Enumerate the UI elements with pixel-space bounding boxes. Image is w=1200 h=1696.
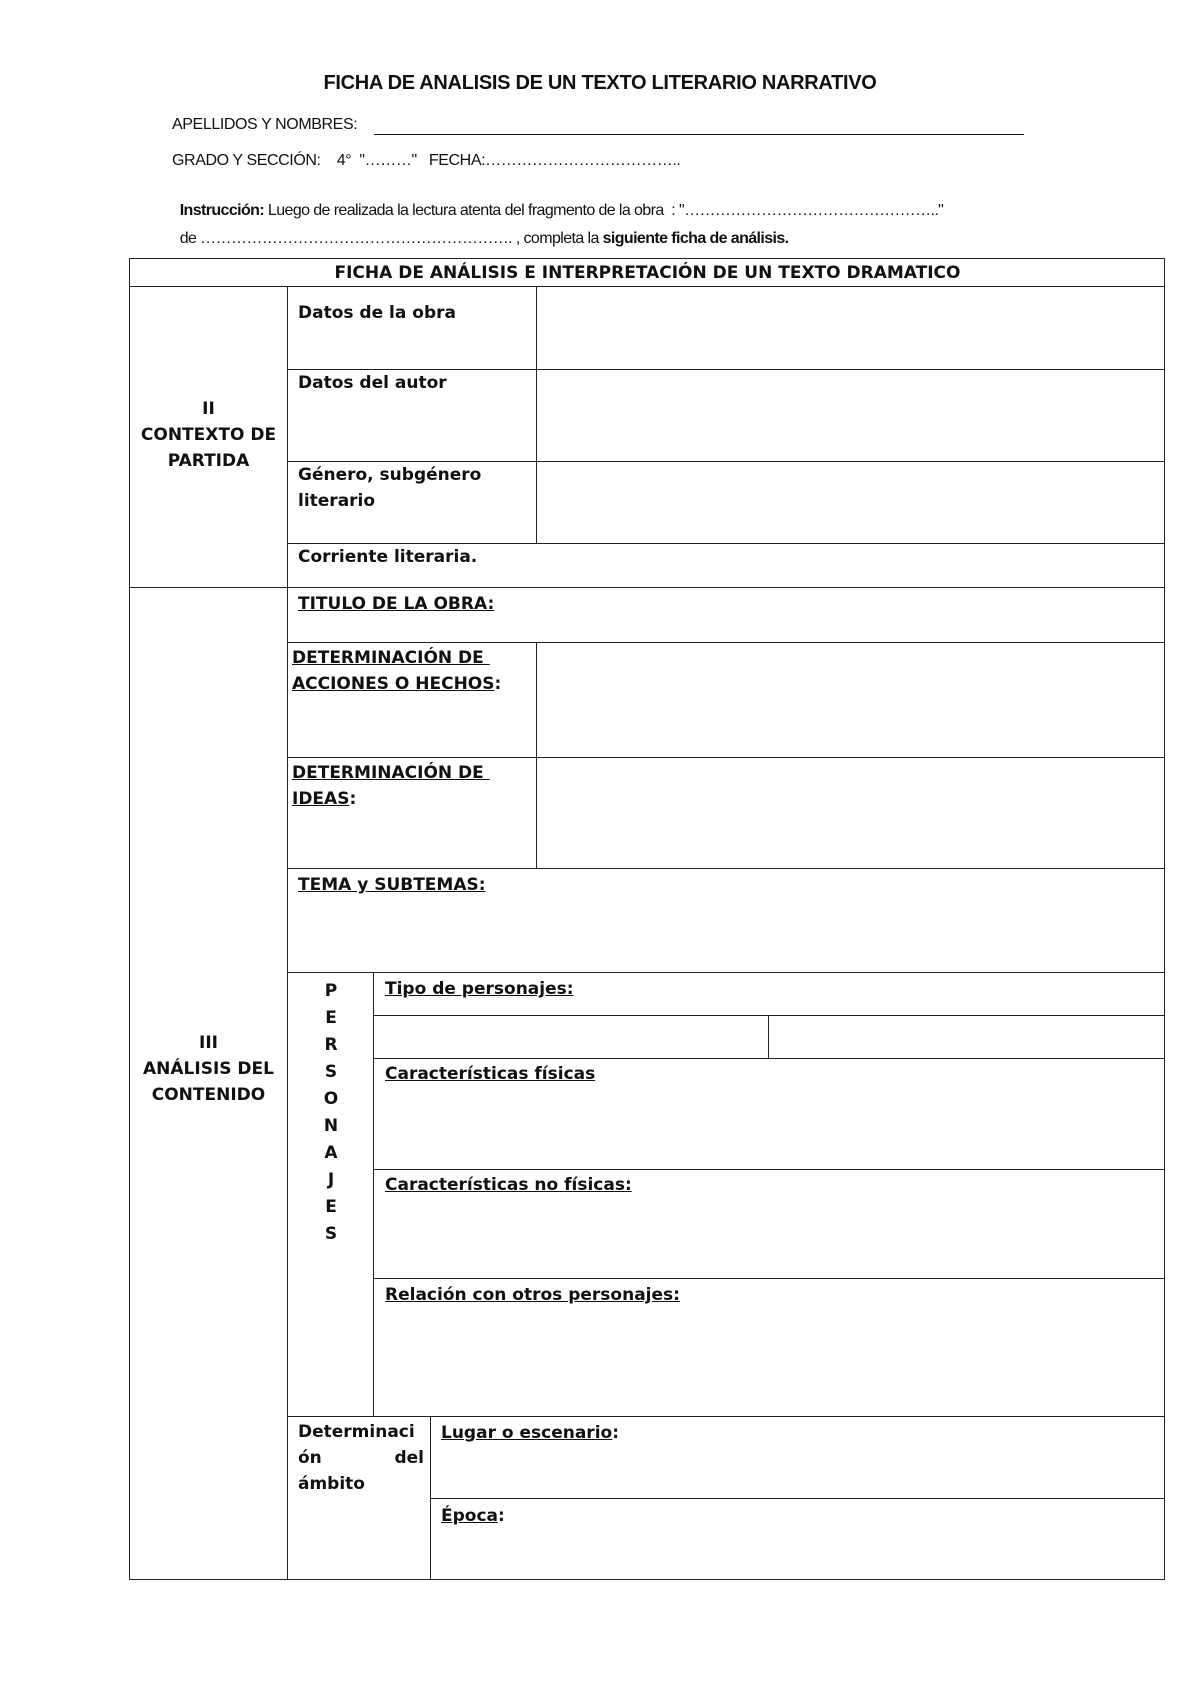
- de-line: [172, 212, 789, 248]
- personajes-letter: S: [324, 1062, 338, 1082]
- personajes-letter: A: [324, 1143, 338, 1163]
- row-divider: [373, 1278, 1165, 1279]
- genero-label-line: literario: [298, 491, 376, 511]
- ambito-label-line: ámbito: [298, 1474, 365, 1494]
- personajes-vertical-label: [321, 978, 341, 1248]
- acciones-label-line: DETERMINACIÓN DE: [292, 648, 490, 668]
- section-divider: [129, 587, 1165, 588]
- genero-label-line: Género, subgénero: [298, 465, 482, 485]
- datos-obra-label: Datos de la obra: [298, 303, 456, 323]
- instruccion-text: Luego de realizada la lectura atenta del fragmento de la obra : "…………………………………………..": [264, 202, 944, 219]
- table-heading-divider: [129, 286, 1165, 287]
- ideas-label-line: DETERMINACIÓN DE: [292, 763, 490, 783]
- column-divider: [536, 642, 537, 868]
- acciones-field[interactable]: [538, 644, 1164, 756]
- tipo-personajes-label: Tipo de personajes:: [385, 979, 574, 999]
- relacion-label: Relación con otros personajes:: [385, 1285, 680, 1305]
- personajes-letter: S: [324, 1224, 338, 1244]
- row-divider: [287, 642, 1165, 643]
- tipo-personajes-field-2[interactable]: [770, 1017, 1164, 1057]
- colon: :: [612, 1423, 620, 1443]
- personajes-letter: R: [324, 1035, 338, 1055]
- datos-autor-field[interactable]: [538, 371, 1164, 460]
- datos-obra-field[interactable]: [538, 288, 1164, 368]
- colon: :: [498, 1506, 505, 1526]
- colon: :: [494, 674, 502, 694]
- section-title-line: PARTIDA: [167, 451, 250, 471]
- table-border-right: [1164, 258, 1165, 1580]
- section-title-line: CONTEXTO DE: [140, 425, 277, 445]
- instruccion-label: Instrucción:: [179, 202, 265, 219]
- colon: :: [349, 789, 357, 809]
- ambito-word: ón: [298, 1448, 322, 1468]
- row-divider: [287, 972, 1165, 973]
- column-divider: [287, 286, 288, 1580]
- section-title-line: CONTENIDO: [151, 1085, 266, 1105]
- column-divider: [768, 1015, 769, 1058]
- section-number: II: [202, 399, 215, 419]
- table-heading: FICHA DE ANÁLISIS E INTERPRETACIÓN DE UN TEXTO DRAMATICO: [334, 263, 961, 283]
- grado-fecha-line: GRADO Y SECCIÓN: 4° "………" FECHA:………………………………..: [172, 152, 681, 169]
- column-divider: [373, 972, 374, 1416]
- row-divider: [373, 1058, 1165, 1059]
- section-analisis-label: [130, 1030, 287, 1108]
- column-divider: [536, 286, 537, 543]
- ambito-label-line: [298, 1445, 424, 1471]
- epoca-label: [441, 1503, 505, 1529]
- personajes-letter: J: [327, 1170, 335, 1190]
- table-border-bottom: [129, 1579, 1165, 1580]
- apellidos-blank-line[interactable]: [374, 134, 1024, 135]
- personajes-letter: E: [325, 1008, 337, 1028]
- document-title: FICHA DE ANALISIS DE UN TEXTO LITERARIO NARRATIVO: [323, 72, 877, 94]
- ideas-field[interactable]: [538, 759, 1164, 867]
- de-line-text: de ……………………………………………………. , completa la: [179, 230, 603, 247]
- titulo-obra-label: TITULO DE LA OBRA:: [298, 594, 495, 614]
- personajes-letter: E: [325, 1197, 337, 1217]
- de-line-bold: siguiente ficha de análisis.: [602, 230, 789, 247]
- genero-label: [298, 462, 481, 514]
- tipo-personajes-field-1[interactable]: [375, 1017, 767, 1057]
- section-title-line: ANÁLISIS DEL: [143, 1059, 274, 1079]
- row-divider: [287, 757, 1165, 758]
- personajes-letter: O: [323, 1089, 339, 1109]
- row-divider: [373, 1015, 1165, 1016]
- corriente-label: Corriente literaria.: [298, 547, 478, 567]
- section-number: III: [199, 1033, 218, 1053]
- table-border-top: [129, 258, 1165, 259]
- row-divider: [430, 1498, 1165, 1499]
- caract-no-fisicas-label: Características no físicas:: [385, 1175, 632, 1195]
- datos-autor-label: Datos del autor: [298, 373, 447, 393]
- ideas-label-line: IDEAS: [292, 789, 350, 809]
- ambito-label: [298, 1419, 424, 1497]
- genero-field[interactable]: [538, 463, 1164, 542]
- acciones-label-line: ACCIONES O HECHOS: [292, 674, 495, 694]
- epoca-text: Época: [441, 1506, 499, 1526]
- row-divider: [287, 1416, 1165, 1417]
- ideas-label: [292, 760, 490, 812]
- ambito-word: del: [394, 1448, 424, 1468]
- column-divider: [430, 1416, 431, 1580]
- caract-fisicas-label: Características físicas: [385, 1064, 596, 1084]
- lugar-label: [441, 1420, 619, 1446]
- ambito-label-line: Determinaci: [298, 1422, 415, 1442]
- personajes-letter: P: [324, 981, 338, 1001]
- row-divider: [373, 1169, 1165, 1170]
- acciones-label: [292, 645, 501, 697]
- personajes-letter: N: [323, 1116, 339, 1136]
- row-divider: [287, 868, 1165, 869]
- tema-label: TEMA y SUBTEMAS:: [298, 875, 486, 895]
- apellidos-label: APELLIDOS Y NOMBRES:: [172, 116, 358, 133]
- section-contexto-label: [130, 396, 287, 474]
- lugar-text: Lugar o escenario: [441, 1423, 613, 1443]
